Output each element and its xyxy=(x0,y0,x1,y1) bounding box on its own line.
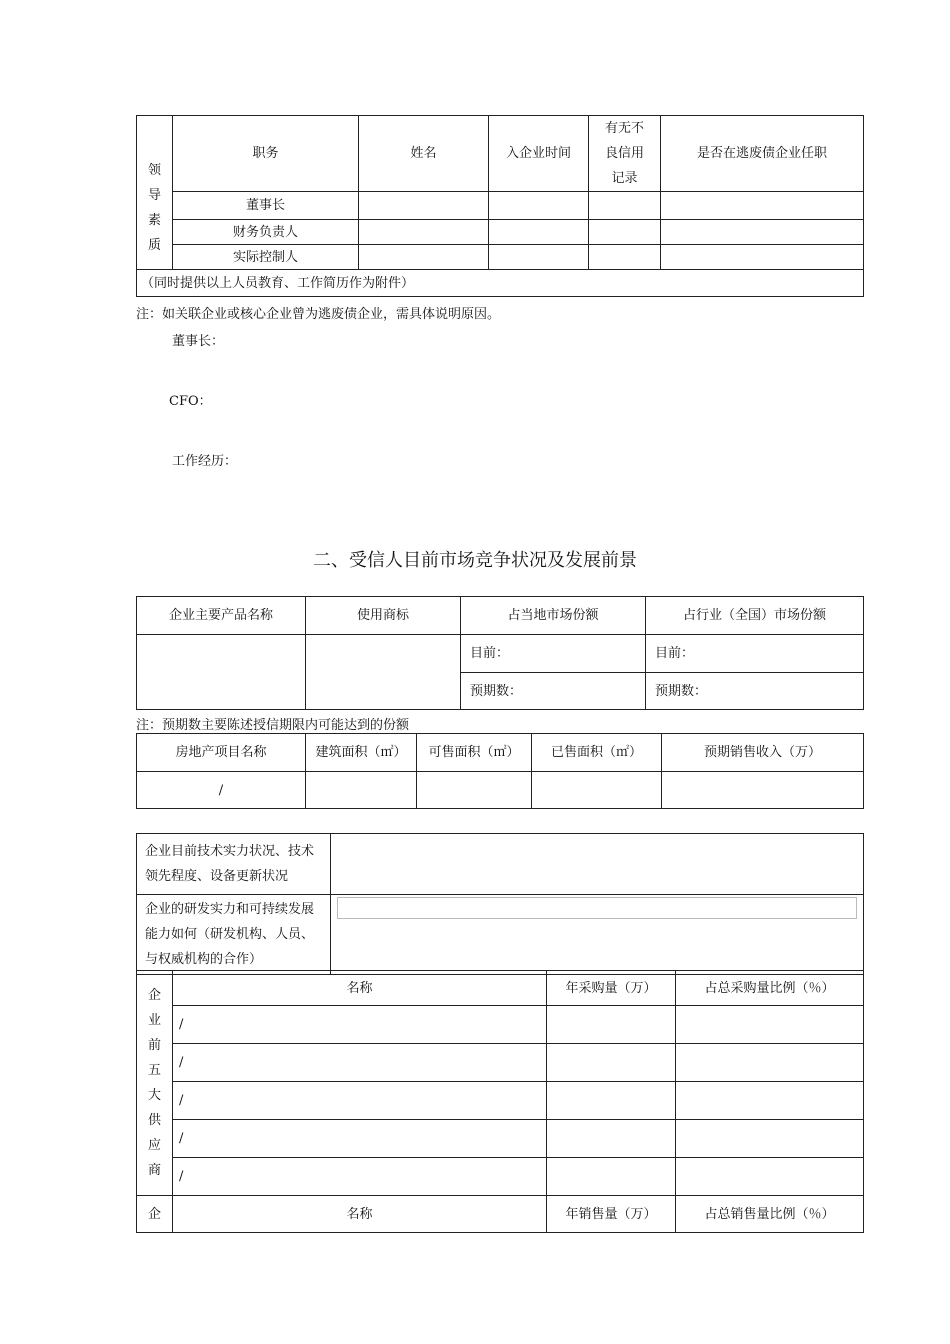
cfo-label: CFO： xyxy=(169,394,212,409)
project-name-value: / xyxy=(137,772,306,809)
national-expected-label: 预期数： xyxy=(646,673,864,710)
supplier-name: / xyxy=(173,1082,547,1120)
cell-blank xyxy=(359,220,489,245)
cell-blank xyxy=(661,220,864,245)
sold-area-value xyxy=(532,772,662,809)
header-sold-area: 已售面积（㎡） xyxy=(532,734,662,772)
position-chairman: 董事长 xyxy=(173,192,359,220)
cell-blank xyxy=(676,1120,864,1158)
header-trademark: 使用商标 xyxy=(306,597,461,635)
header-project-name: 房地产项目名称 xyxy=(137,734,306,772)
cell-blank xyxy=(489,192,589,220)
cell-blank xyxy=(547,1082,676,1120)
tech-strength-value xyxy=(331,834,864,895)
header-product-name: 企业主要产品名称 xyxy=(137,597,306,635)
cell-blank xyxy=(589,245,661,270)
supplier-name: / xyxy=(173,1044,547,1082)
header-evasion-company: 是否在逃废债企业任职 xyxy=(661,116,864,192)
header-sales-ratio: 占总销售量比例（％） xyxy=(676,1196,864,1233)
header-saleable-area: 可售面积（㎡） xyxy=(417,734,532,772)
header-purchase-ratio: 占总采购量比例（％） xyxy=(676,971,864,1006)
leadership-table xyxy=(136,115,864,297)
cell-blank xyxy=(661,192,864,220)
header-customer-name: 名称 xyxy=(173,1196,547,1233)
supplier-name: / xyxy=(173,1006,547,1044)
supplier-name: / xyxy=(173,1120,547,1158)
rd-capability-label: 企业的研发实力和可持续发展能力如何（研发机构、人员、与权威机构的合作） xyxy=(137,895,331,975)
header-expected-revenue: 预期销售收入（万） xyxy=(662,734,864,772)
cell-blank xyxy=(589,192,661,220)
cell-blank xyxy=(489,245,589,270)
tech-strength-label: 企业目前技术实力状况、技术领先程度、设备更新状况 xyxy=(137,834,331,895)
local-current-label: 目前： xyxy=(461,635,646,673)
building-area-value xyxy=(306,772,417,809)
cell-blank xyxy=(589,220,661,245)
section-title: 二、受信人目前市场竞争状况及发展前景 xyxy=(313,550,637,571)
header-building-area: 建筑面积（㎡） xyxy=(306,734,417,772)
customers-side-label: 企 xyxy=(137,1196,173,1233)
national-current-label: 目前： xyxy=(646,635,864,673)
cell-blank xyxy=(676,1006,864,1044)
header-annual-purchase: 年采购量（万） xyxy=(547,971,676,1006)
rd-capability-box xyxy=(337,897,857,919)
header-position: 职务 xyxy=(173,116,359,192)
expected-note: 注：预期数主要陈述授信期限内可能达到的份额 xyxy=(136,718,410,733)
local-expected-label: 预期数： xyxy=(461,673,646,710)
header-local-share: 占当地市场份额 xyxy=(461,597,646,635)
market-share-table xyxy=(136,596,864,710)
leadership-footer-note: （同时提供以上人员教育、工作简历作为附件） xyxy=(137,270,864,297)
suppliers-side-label: 企业前五大供应商 xyxy=(137,971,173,1196)
header-annual-sales: 年销售量（万） xyxy=(547,1196,676,1233)
position-controller: 实际控制人 xyxy=(173,245,359,270)
cell-blank xyxy=(359,192,489,220)
position-finance-head: 财务负责人 xyxy=(173,220,359,245)
header-join-time: 入企业时间 xyxy=(489,116,589,192)
cell-blank xyxy=(306,635,461,710)
cell-blank xyxy=(676,1158,864,1196)
work-history-label: 工作经历： xyxy=(172,454,238,469)
cell-blank xyxy=(359,245,489,270)
header-name: 姓名 xyxy=(359,116,489,192)
cell-blank xyxy=(489,220,589,245)
cell-blank xyxy=(676,1082,864,1120)
cell-blank xyxy=(137,635,306,710)
cell-blank xyxy=(547,1120,676,1158)
saleable-area-value xyxy=(417,772,532,809)
header-credit-record: 有无不良信用记录 xyxy=(589,116,661,192)
leadership-side-label: 领导素质 xyxy=(137,116,173,270)
cell-blank xyxy=(547,1006,676,1044)
cell-blank xyxy=(547,1158,676,1196)
header-supplier-name: 名称 xyxy=(173,971,547,1006)
suppliers-table xyxy=(136,970,864,1233)
chairman-label: 董事长： xyxy=(172,334,225,349)
cell-blank xyxy=(661,245,864,270)
header-national-share: 占行业（全国）市场份额 xyxy=(646,597,864,635)
tech-rd-table xyxy=(136,833,864,975)
rd-capability-value xyxy=(331,895,864,975)
supplier-name: / xyxy=(173,1158,547,1196)
cell-blank xyxy=(547,1044,676,1082)
expected-revenue-value xyxy=(662,772,864,809)
cell-blank xyxy=(676,1044,864,1082)
real-estate-table xyxy=(136,733,864,809)
affiliate-note: 注：如关联企业或核心企业曾为逃废债企业，需具体说明原因。 xyxy=(136,307,501,322)
